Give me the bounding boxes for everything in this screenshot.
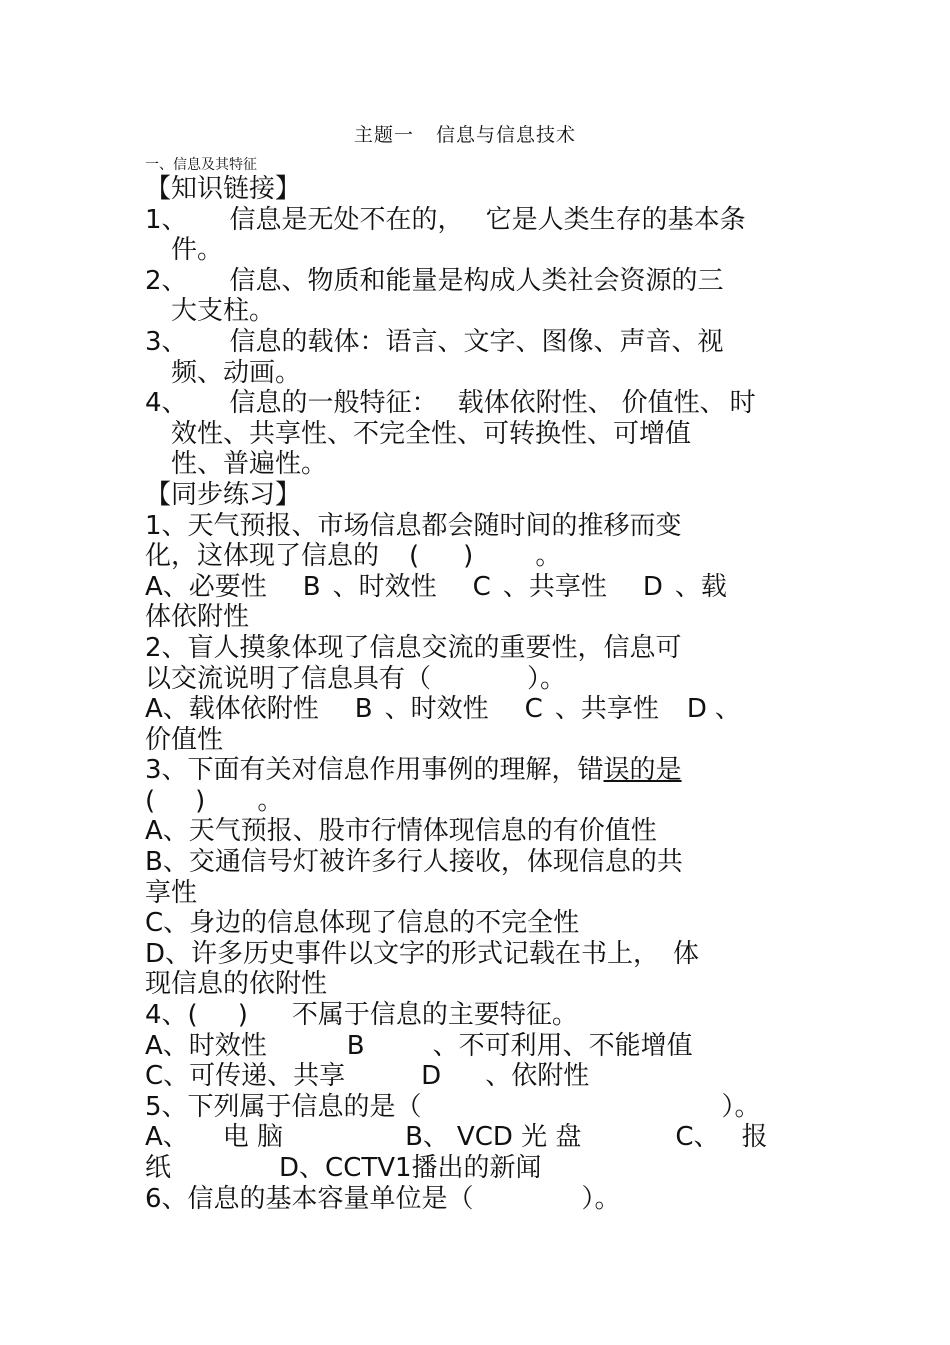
practice-header: 【同步练习】	[145, 479, 302, 510]
knowledge-item-2-cont: 大支柱。	[171, 296, 276, 327]
question-3-option-b-cont: 享性	[145, 877, 198, 908]
question-6: 6、信息的基本容量单位是（ ）。	[145, 1183, 621, 1214]
knowledge-header: 【知识链接】	[145, 174, 302, 204]
document-body	[145, 174, 815, 1214]
question-3-option-d: D、许多历史事件以文字的形式记载在书上， 体	[145, 938, 700, 969]
question-1-options-cont: 体依附性	[145, 602, 250, 633]
question-5: 5、下列属于信息的是（ ）。	[145, 1091, 761, 1122]
question-5-options-cont: 纸 D、CCTV1播出的新闻	[145, 1153, 542, 1183]
question-4-options-ab: A、时效性 B 、不可利用、不能增值	[145, 1030, 693, 1061]
question-3-option-c: C、身边的信息体现了信息的不完全性	[145, 908, 580, 939]
question-4: 4、( ) 不属于信息的主要特征。	[145, 1000, 578, 1031]
knowledge-item-2: 2、 信息、物质和能量是构成人类社会资源的三	[145, 265, 724, 296]
knowledge-item-1: 1、 信息是无处不在的， 它是人类生存的基本条	[145, 204, 746, 235]
question-3-option-d-cont: 现信息的依附性	[145, 969, 328, 1000]
question-2: 2、盲人摸象体现了信息交流的重要性，信息可	[145, 632, 682, 663]
knowledge-item-1-cont: 件。	[171, 235, 224, 266]
question-3: 3、下面有关对信息作用事例的理解，错误的是	[145, 755, 682, 786]
knowledge-item-4: 4、 信息的一般特征： 载体依附性、 价值性、 时	[145, 388, 756, 419]
question-5-options: A、 电 脑 B、 VCD 光 盘 C、 报	[145, 1122, 768, 1153]
page-title	[0, 120, 930, 147]
question-3-option-b: B、交通信号灯被许多行人接收，体现信息的共	[145, 847, 683, 878]
knowledge-item-3-cont: 频、动画。	[171, 357, 302, 388]
question-4-options-cd: C、可传递、共享 D 、依附性	[145, 1061, 590, 1092]
title-part2: 信息与信息技术	[436, 124, 577, 146]
question-2-options-cont: 价值性	[145, 724, 224, 755]
question-1-stem: 化，这体现了信息的 ( ) 。	[145, 541, 562, 572]
question-1: 1、天气预报、市场信息都会随时间的推移而变	[145, 510, 682, 541]
knowledge-item-4-cont2: 性、普遍性。	[171, 449, 328, 480]
title-part1: 主题一	[353, 124, 414, 146]
underlined-text: 误的是	[603, 755, 682, 786]
knowledge-item-3: 3、 信息的载体：语言、文字、图像、声音、视	[145, 326, 724, 357]
section-heading: 一、信息及其特征	[145, 157, 257, 173]
question-2-stem: 以交流说明了信息具有（ ）。	[145, 663, 567, 694]
question-2-options: A、载体依附性 B 、时效性 C 、共享性 D 、	[145, 694, 741, 725]
knowledge-item-4-cont: 效性、共享性、不完全性、可转换性、可增值	[171, 418, 692, 449]
question-3-option-a: A、天气预报、股市行情体现信息的有价值性	[145, 816, 657, 847]
question-1-options: A、必要性 B 、时效性 C 、共享性 D 、载	[145, 571, 727, 602]
question-3-paren: ( ) 。	[145, 785, 284, 816]
